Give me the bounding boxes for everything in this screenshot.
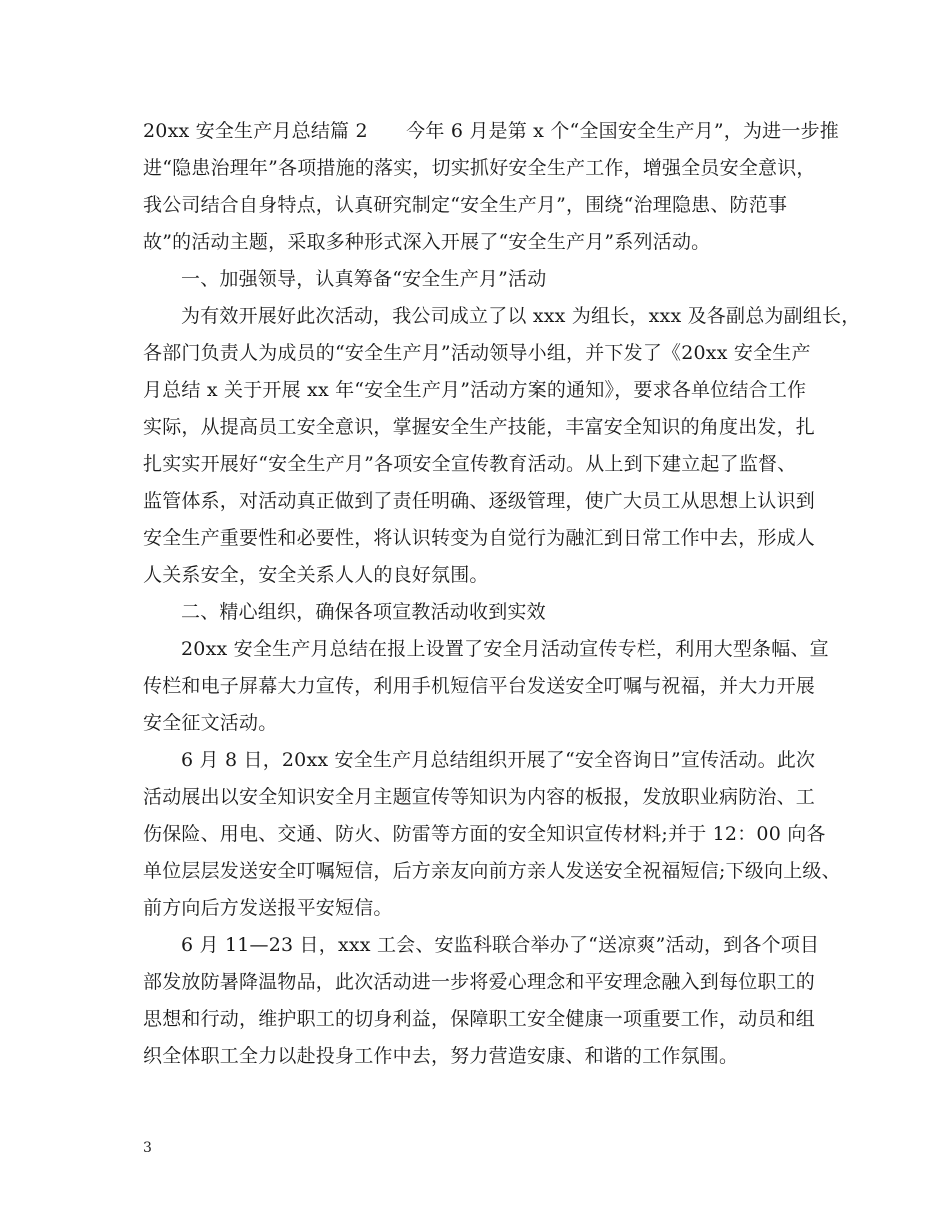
text-line: 安全生产重要性和必要性，将认识转变为自觉行为融汇到日常工作中去，形成人	[143, 527, 816, 549]
text-line: 传栏和电子屏幕大力宣传，利用手机短信平台发送安全叮嘱与祝福，并大力开展	[143, 675, 816, 697]
text-line: 织全体职工全力以赴投身工作中去，努力营造安康、和谐的工作氛围。	[143, 1045, 739, 1067]
text-line: 进“隐患治理年”各项措施的落实，切实抓好安全生产工作，增强全员安全意识，	[143, 157, 816, 179]
text-line: 人关系安全，安全关系人人的良好氛围。	[143, 564, 489, 586]
text-line: 前方向后方发送报平安短信。	[143, 897, 393, 919]
text-line: 监管体系，对活动真正做到了责任明确、逐级管理，使广大员工从思想上认识到	[143, 490, 816, 512]
text-line: 月总结 x 关于开展 xx 年“安全生产月”活动方案的通知》，要求各单位结合工作	[143, 379, 807, 401]
text-line: 安全征文活动。	[143, 712, 278, 734]
text-line: 我公司结合自身特点，认真研究制定“安全生产月”，围绕“治理隐患、防范事	[143, 194, 788, 216]
text-line: 为有效开展好此次活动，我公司成立了以 xxx 为组长，xxx 及各副总为副组长，	[181, 305, 861, 327]
text-line: 各部门负责人为成员的“安全生产月”活动领导小组，并下发了《20xx 安全生产	[143, 342, 811, 364]
text-line: 20xx 安全生产月总结在报上设置了安全月活动宣传专栏，利用大型条幅、宣	[181, 638, 829, 660]
text-line: 扎实实开展好“安全生产月”各项安全宣传教育活动。从上到下建立起了监督、	[143, 453, 797, 475]
text-line: 故”的活动主题，采取多种形式深入开展了“安全生产月”系列活动。	[143, 231, 711, 253]
text-line: 6 月 8 日，20xx 安全生产月总结组织开展了“安全咨询日”宣传活动。此次	[181, 749, 816, 771]
text-line: 实际，从提高员工安全意识，掌握安全生产技能，丰富安全知识的角度出发，扎	[143, 416, 816, 438]
section-heading: 二、精心组织，确保各项宣教活动收到实效	[181, 601, 546, 623]
text-line: 伤保险、用电、交通、防火、防雷等方面的安全知识宣传材料;并于 12：00 向各	[143, 823, 826, 845]
text-line: 活动展出以安全知识安全月主题宣传等知识为内容的板报，发放职业病防治、工	[143, 786, 816, 808]
text-line: 6 月 11—23 日，xxx 工会、安监科联合举办了“送凉爽”活动，到各个项目	[181, 934, 820, 956]
page-number: 3	[143, 1140, 152, 1156]
text-line: 部发放防暑降温物品，此次活动进一步将爱心理念和平安理念融入到每位职工的	[143, 971, 816, 993]
text-line: 单位层层发送安全叮嘱短信，后方亲友向前方亲人发送安全祝福短信;下级向上级、	[143, 860, 841, 882]
section-heading: 一、加强领导，认真筹备“安全生产月”活动	[181, 268, 547, 290]
text-line: 思想和行动，维护职工的切身利益，保障职工安全健康一项重要工作，动员和组	[143, 1008, 816, 1030]
text-line: 20xx 安全生产月总结篇 2 今年 6 月是第 x 个“全国安全生产月”，为进一步推	[143, 120, 839, 142]
